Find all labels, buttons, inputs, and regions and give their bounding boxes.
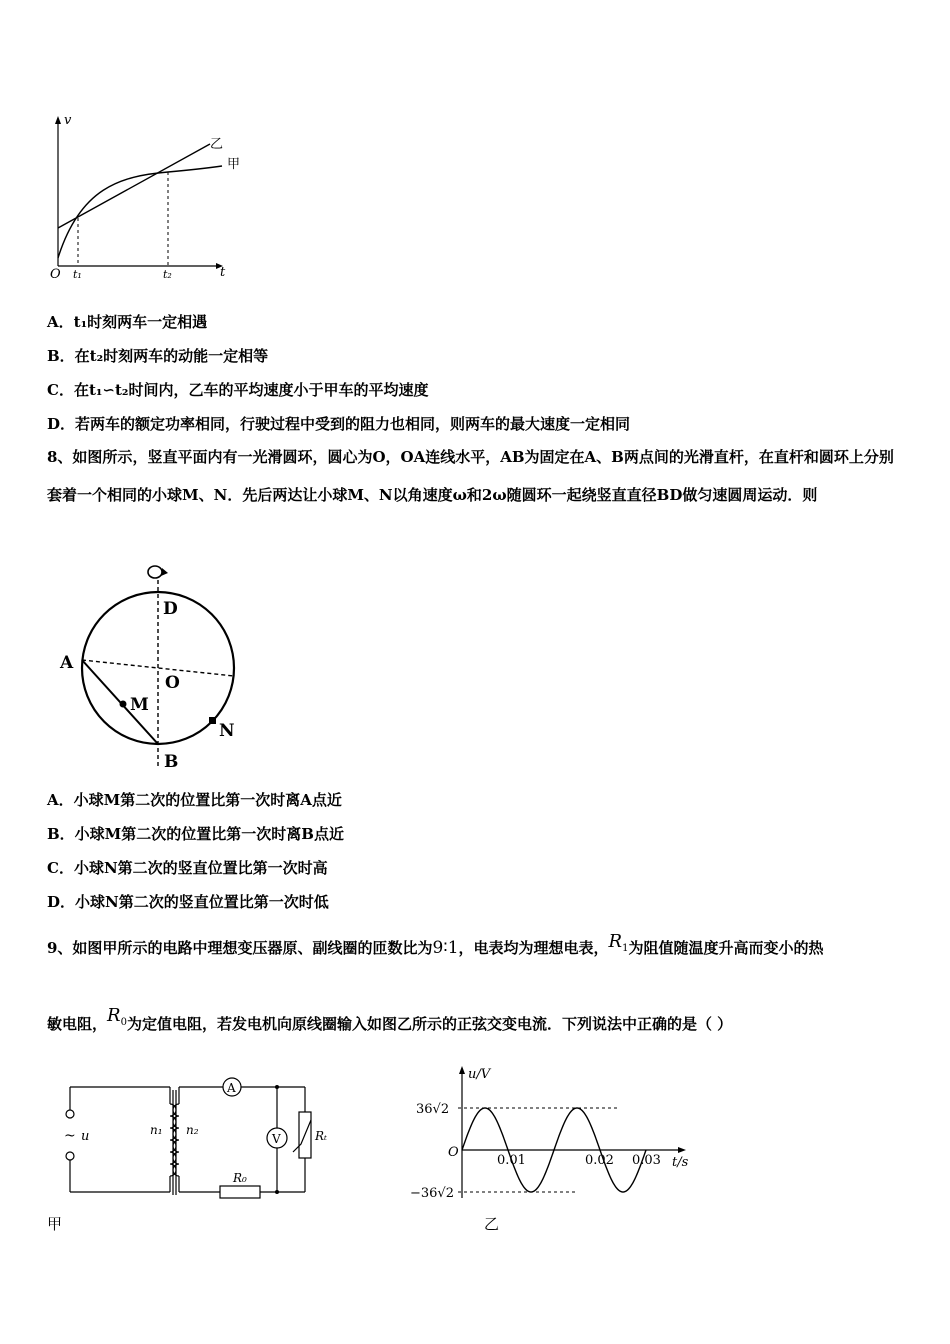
ymax-label: 36√2 (416, 1102, 450, 1117)
vt-graph (40, 108, 260, 288)
q9-r1-symbol: R (608, 931, 623, 952)
q7-option-c: C．在t₁∽t₂时间内，乙车的平均速度小于甲车的平均速度 (47, 381, 429, 399)
q9-stem-part3: 为阻值随温度升高而变小的热 (628, 939, 824, 957)
circuit-diagram (55, 1070, 325, 1210)
q8-option-b: B．小球M第二次的位置比第一次时离B点近 (47, 825, 344, 843)
voltmeter-label: V (272, 1132, 281, 1146)
label-yi: 乙 (210, 137, 224, 152)
q8-option-d: D．小球N第二次的竖直位置比第一次时低 (47, 893, 329, 911)
label-N: N (219, 721, 235, 741)
origin-label: O (448, 1145, 459, 1160)
tick-t2: t₂ (163, 268, 172, 281)
q9-stem-line2b: 为定值电阻，若发电机向原线圈输入如图乙所示的正弦交变电流．下列说法中正确的是（ ） (126, 1015, 733, 1033)
label-M: M (130, 695, 149, 715)
q7-option-d: D．若两车的额定功率相同，行驶过程中受到的阻力也相同，则两车的最大速度一定相同 (47, 415, 631, 433)
q7-option-b: B．在t₂时刻两车的动能一定相等 (47, 347, 269, 365)
q8-stem: 8、如图所示，竖直平面内有一光滑圆环，圆心为O，OA连线水平，AB为固定在A、B两点间的光滑直杆，在直杆和圆环上分别套着一个相同的小球M、N．先后两达让小球M、N以角速度ω和2ω随圆环一起绕竖直直径BD做匀速圆周运动．则 (47, 448, 894, 504)
q9-stem-part2: ，电表均为理想电表， (458, 939, 609, 957)
origin-label: O (50, 267, 61, 282)
waveform-caption: 乙 (484, 1215, 500, 1233)
tick-t1: t₁ (73, 268, 82, 281)
xlabel: t/s (672, 1155, 689, 1170)
q8-option-a: A．小球M第二次的位置比第一次时离A点近 (47, 791, 342, 809)
ammeter-label: A (227, 1081, 236, 1095)
coil-n2-label: n₂ (186, 1123, 199, 1137)
r0-label: R₀ (233, 1171, 247, 1185)
circuit-caption: 甲 (47, 1215, 63, 1233)
ring-figure (55, 560, 255, 775)
ac-source-symbol: ~ (64, 1128, 76, 1144)
ylabel-text: u/V (468, 1067, 491, 1082)
ymin-label: −36√2 (410, 1186, 454, 1201)
q9-r0-symbol: R (107, 1005, 121, 1026)
tick-003: 0.03 (632, 1153, 661, 1168)
q9-stem-line2 (47, 1005, 733, 1036)
tick-002: 0.02 (585, 1153, 614, 1168)
label-D: D (163, 599, 178, 619)
label-O: O (165, 673, 180, 693)
q9-r0-subscript: 0 (120, 1017, 127, 1028)
q9-stem-line2a: 敏电阻， (47, 1015, 108, 1033)
waveform-graph (410, 1062, 700, 1210)
tick-001: 0.01 (497, 1153, 526, 1168)
q8-option-c: C．小球N第二次的竖直位置比第一次时高 (47, 859, 328, 877)
q9-stem-part1: 9、如图甲所示的电路中理想变压器原、副线圈的匝数比为 (47, 939, 433, 957)
label-A: A (60, 653, 74, 673)
q9-r1-subscript: 1 (622, 943, 629, 954)
curve-jia (58, 166, 222, 258)
ylabel (468, 1067, 492, 1082)
q9-ratio: 9∶1 (432, 938, 459, 958)
label-B: B (164, 752, 179, 772)
axis-v-label: v (64, 113, 72, 128)
q9-stem-line1 (47, 931, 824, 960)
q7-option-a: A．t₁时刻两车一定相遇 (47, 313, 208, 331)
line-yi (58, 144, 210, 228)
label-jia: 甲 (227, 157, 241, 172)
source-u-label: u (81, 1129, 90, 1144)
axis-t-label: t (220, 265, 226, 280)
coil-n1-label: n₁ (150, 1123, 163, 1137)
rt-label: Rₜ (315, 1129, 327, 1143)
